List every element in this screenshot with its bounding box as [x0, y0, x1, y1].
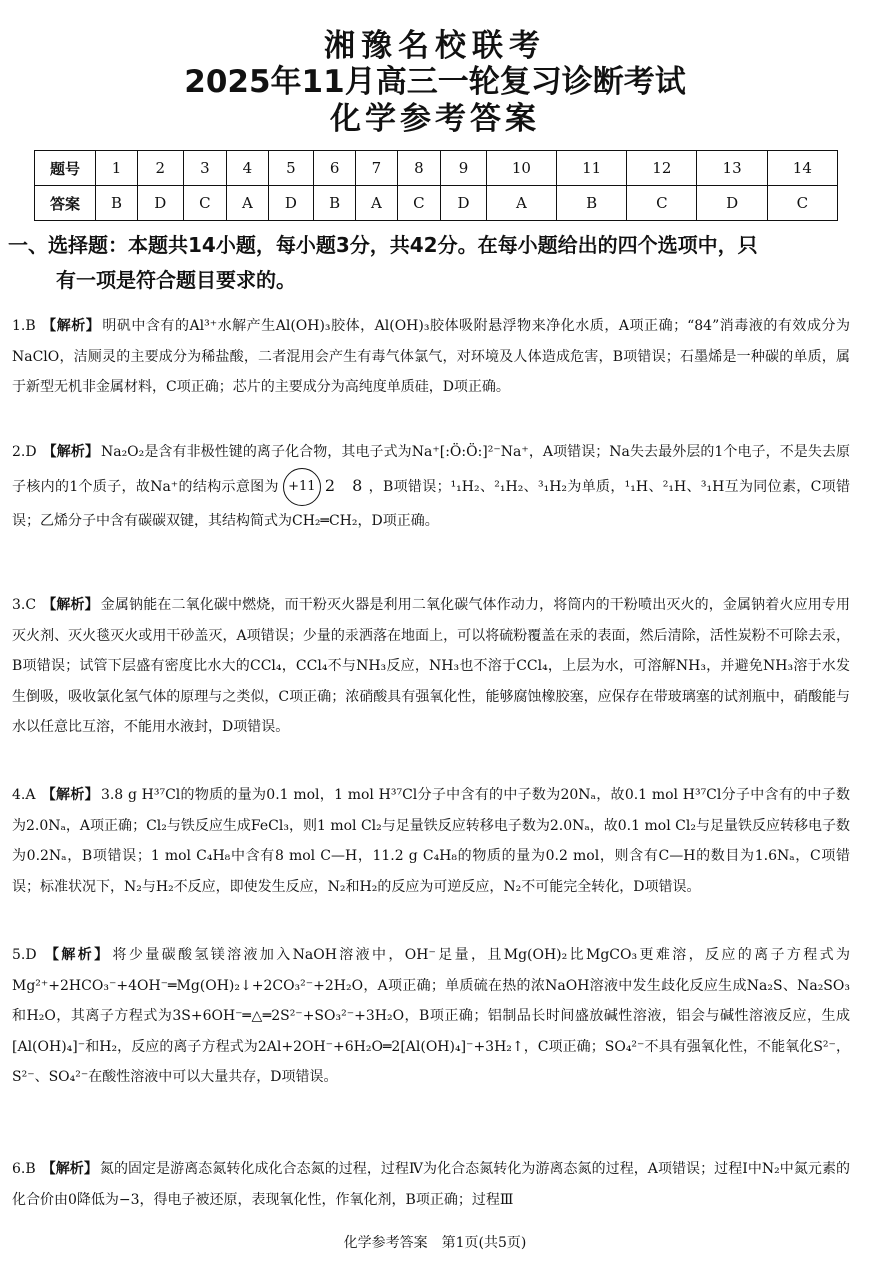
- item-text: 3.8 g H³⁷Cl的物质的量为0.1 mol，1 mol H³⁷Cl分子中含有的中子数为20Nₐ，故0.1 mol H³⁷Cl分子中含有的中子数为2.0Nₐ，A项正确；Cl₂与铁反应生成FeCl₃，则1 mol Cl₂与足量铁反应转移电子数为2.0Nₐ，故0.1 mol Cl₂与足量铁反应转移电子数为0.2Nₐ，B项错误；1 mol C₄H₈中含有8 mol C—H，11.2 g C₄H₈的物质的量为0.2 mol，则含有C—H的数目为1.6Nₐ，C项错误；标准状况下，N₂与H₂不反应，即使发生反应，N₂和H₂的反应为可逆反应，N₂不可能完全转化，D项错误。: [12, 787, 850, 895]
- answer-row-label: 答案: [35, 186, 96, 221]
- analysis-tag: 【解析】: [42, 947, 111, 963]
- table-cell: C: [183, 186, 227, 221]
- table-cell: 8: [397, 151, 441, 186]
- electron-shells-diagram: 2 8: [324, 476, 369, 496]
- table-cell: D: [268, 186, 314, 221]
- item-text: 氮的固定是游离态氮转化成化合态氮的过程，过程Ⅳ为化合态氮转化为游离态氮的过程，A项错误；过程Ⅰ中N₂中氮元素的化合价由0降低为−3，得电子被还原，表现氧化性，作氧化剂，B项正确；过程Ⅲ: [12, 1161, 850, 1208]
- item-text: 金属钠能在二氧化碳中燃烧，而干粉灭火器是利用二氧化碳气体作动力，将筒内的干粉喷出灭火的，金属钠着火应用专用灭火剂、灭火毯灭火或用干砂盖灭，A项错误；少量的汞洒落在地面上，可以将硫粉覆盖在汞的表面，然后清除，活性炭粉不可除去汞，B项错误；试管下层盛有密度比水大的CCl₄，CCl₄不与NH₃反应，NH₃也不溶于CCl₄，上层为水，可溶解NH₃，并避免NH₃溶于水发生倒吸，吸收氯化氢气体的原理与之类似，C项正确；浓硝酸具有强氧化性，能够腐蚀橡胶塞，应保存在带玻璃塞的试剂瓶中，硝酸能与水以任意比互溶，不能用水液封，D项错误。: [12, 597, 851, 735]
- section-heading: 一、选择题：本题共14小题，每小题3分，共42分。在每小题给出的四个选项中，只: [8, 233, 758, 257]
- analysis-tag: 【解析】: [41, 1161, 98, 1177]
- solution-item-1: [12, 311, 850, 403]
- table-cell: 7: [356, 151, 397, 186]
- item-number: 2.D: [12, 444, 37, 460]
- solution-item-3: [12, 590, 850, 743]
- table-cell: 5: [268, 151, 314, 186]
- table-cell: C: [627, 186, 697, 221]
- table-cell: B: [314, 186, 356, 221]
- table-cell: 13: [697, 151, 767, 186]
- item-number: 1.B: [12, 318, 36, 334]
- answer-table-number-row: [35, 151, 838, 186]
- table-cell: C: [767, 186, 837, 221]
- solution-item-2: [12, 437, 850, 536]
- table-cell: D: [441, 186, 487, 221]
- table-cell: 12: [627, 151, 697, 186]
- solution-item-5: [12, 940, 850, 1093]
- title-line-2: 2025年11月高三一轮复习诊断考试: [184, 64, 686, 100]
- analysis-tag: 【解析】: [42, 444, 99, 460]
- table-cell: 14: [767, 151, 837, 186]
- analysis-tag: 【解析】: [42, 597, 99, 613]
- table-cell: D: [697, 186, 767, 221]
- item-number: 6.B: [12, 1161, 36, 1177]
- table-cell: C: [397, 186, 441, 221]
- title-line-1: 湘豫名校联考: [324, 28, 546, 64]
- table-cell: B: [96, 186, 138, 221]
- table-cell: B: [557, 186, 627, 221]
- table-cell: 1: [96, 151, 138, 186]
- item-number: 5.D: [12, 947, 37, 963]
- solution-item-4: [12, 780, 850, 902]
- item-text: 将少量碳酸氢镁溶液加入NaOH溶液中，OH⁻足量，且Mg(OH)₂比MgCO₃更难溶，反应的离子方程式为Mg²⁺+2HCO₃⁻+4OH⁻═Mg(OH)₂↓+2CO₃²⁻+2H₂O，A项正确；单质硫在热的浓NaOH溶液中发生歧化反应生成Na₂S、Na₂SO₃和H₂O，其离子方程式为3S+6OH⁻═△═2S²⁻+SO₃²⁻+3H₂O，B项正确；铝制品长时间盛放碱性溶液，铝会与碱性溶液反应，生成[Al(OH)₄]⁻和H₂，反应的离子方程式为2Al+2OH⁻+6H₂O═2[Al(OH)₄]⁻+3H₂↑，C项正确；SO₄²⁻不具有强氧化性，不能氧化S²⁻，S²⁻、SO₄²⁻在酸性溶液中可以大量共存，D项错误。: [12, 947, 851, 1085]
- table-cell: 3: [183, 151, 227, 186]
- table-cell: D: [138, 186, 184, 221]
- item-text: Na₂O₂是含有非极性键的离子化合物，其电子式为Na⁺[:Ö:Ö:]²⁻Na⁺，A项错误；Na失去最外层的1个电子，不是失去原子核内的1个质子，故Na⁺的结构示意图为: [12, 444, 850, 495]
- table-cell: 9: [441, 151, 487, 186]
- na-ion-nucleus-diagram: +11: [283, 468, 321, 506]
- table-cell: 4: [227, 151, 268, 186]
- answer-table: [34, 150, 838, 221]
- table-cell: A: [227, 186, 268, 221]
- analysis-tag: 【解析】: [41, 318, 101, 334]
- table-cell: 6: [314, 151, 356, 186]
- solution-item-6: [12, 1154, 850, 1215]
- number-row-label: 题号: [35, 151, 96, 186]
- item-text-cont: ，B项错误；¹₁H₂、²₁H₂、³₁H₂为单质，¹₁H、²₁H、³₁H互为同位素，C项错误；乙烯分子中含有碳碳双键，其结构简式为CH₂═CH₂，D项正确。: [12, 478, 850, 529]
- table-cell: 2: [138, 151, 184, 186]
- item-number: 4.A: [12, 787, 36, 803]
- table-cell: A: [356, 186, 397, 221]
- table-cell: 11: [557, 151, 627, 186]
- table-cell: A: [486, 186, 556, 221]
- answer-table-answer-row: [35, 186, 838, 221]
- item-number: 3.C: [12, 597, 37, 613]
- page-footer: 化学参考答案 第1页(共5页): [343, 1235, 527, 1251]
- item-text: 明矾中含有的Al³⁺水解产生Al(OH)₃胶体，Al(OH)₃胶体吸附悬浮物来净化水质，A项正确；“84”消毒液的有效成分为NaClO，洁厕灵的主要成分为稀盐酸，二者混用会产生有毒气体氯气，对环境及人体造成危害，B项错误；石墨烯是一种碳的单质，属于新型无机非金属材料，C项正确；芯片的主要成分为高纯度单质硅，D项正确。: [12, 318, 851, 395]
- section-heading-cont: 有一项是符合题目要求的。: [56, 268, 296, 292]
- analysis-tag: 【解析】: [41, 787, 99, 803]
- title-line-3: 化学参考答案: [330, 101, 540, 137]
- table-cell: 10: [486, 151, 556, 186]
